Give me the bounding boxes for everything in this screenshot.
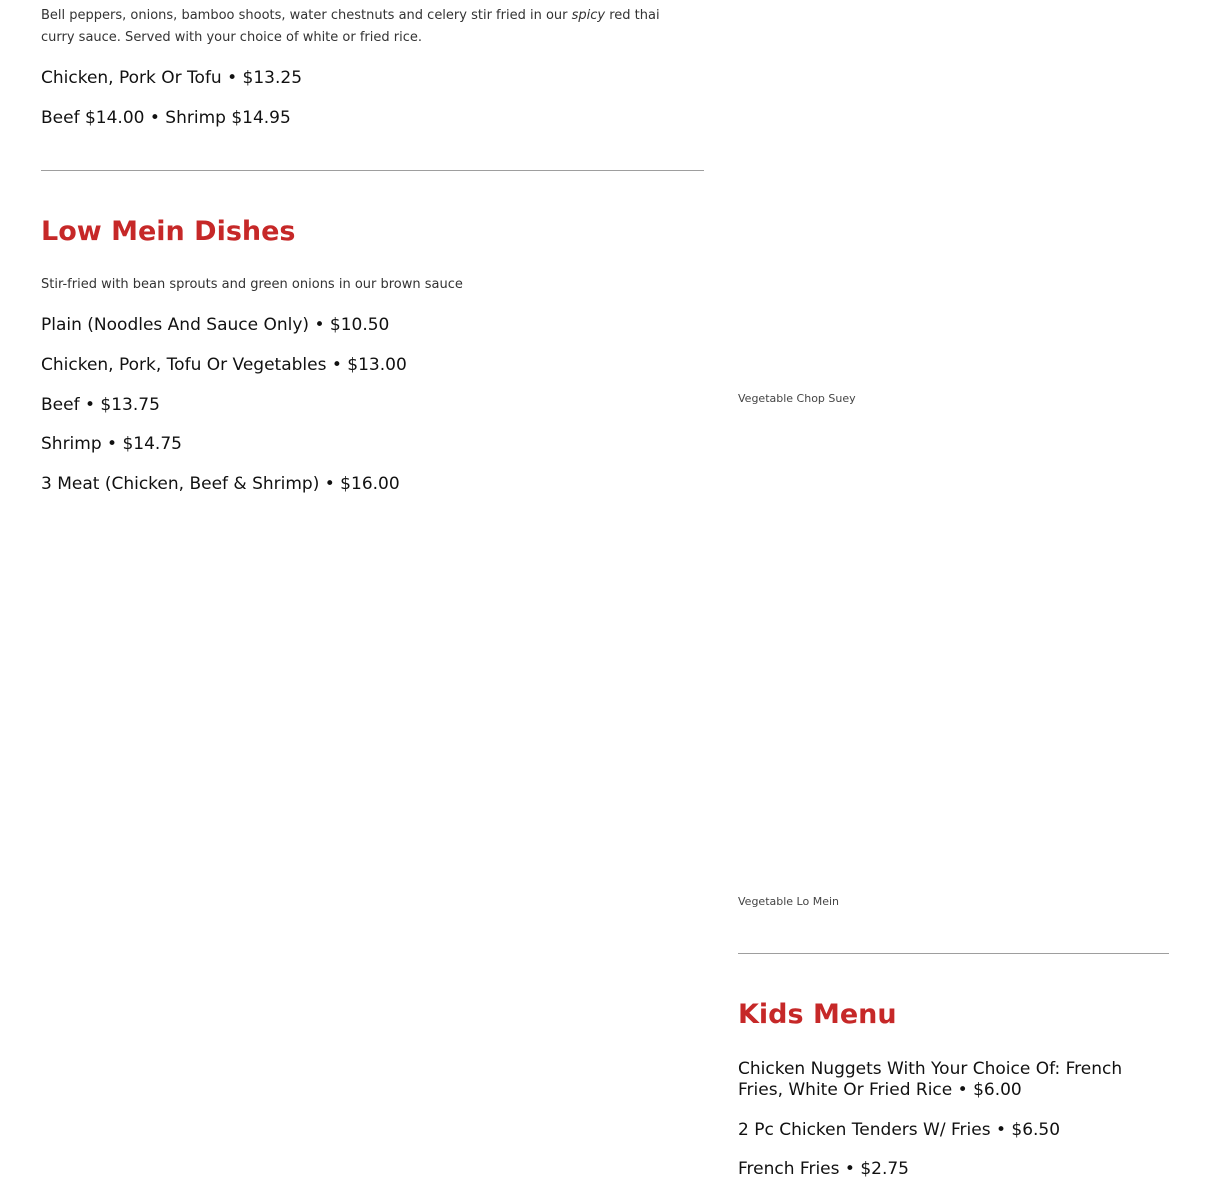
low-mein-description: Stir-fried with bean sprouts and green onions in our brown sauce: [41, 277, 463, 292]
red-curry-description: [41, 5, 681, 49]
low-mein-item-beef: Beef • $13.75: [41, 395, 160, 415]
photo-caption-lo-mein: Vegetable Lo Mein: [738, 895, 839, 908]
low-mein-item-chicken-pork-tofu-veg: Chicken, Pork, Tofu Or Vegetables • $13.00: [41, 355, 407, 375]
red-curry-item-beef-shrimp: Beef $14.00 • Shrimp $14.95: [41, 108, 291, 128]
kids-item-french-fries: French Fries • $2.75: [738, 1159, 909, 1179]
vegetable-chop-suey-photo: [738, 0, 1169, 385]
low-mein-item-plain: Plain (Noodles And Sauce Only) • $10.50: [41, 315, 390, 335]
section-title-kids-menu: Kids Menu: [738, 999, 897, 1030]
kids-item-chicken-nuggets: Chicken Nuggets With Your Choice Of: French Fries, White Or Fried Rice • $6.00: [738, 1059, 1123, 1100]
section-title-low-mein: Low Mein Dishes: [41, 216, 296, 247]
red-curry-item-chicken-pork-tofu: Chicken, Pork Or Tofu • $13.25: [41, 68, 303, 88]
red-curry-description-emphasis: spicy: [571, 8, 606, 23]
low-mein-item-three-meat: 3 Meat (Chicken, Beef & Shrimp) • $16.00: [41, 474, 400, 494]
photo-caption-chop-suey: Vegetable Chop Suey: [738, 392, 856, 405]
section-divider: [41, 170, 704, 171]
red-curry-description-start: Bell peppers, onions, bamboo shoots, water chestnuts and celery stir fried in our: [41, 8, 572, 23]
section-divider: [738, 953, 1169, 954]
low-mein-item-shrimp: Shrimp • $14.75: [41, 434, 182, 454]
vegetable-lo-mein-photo: [738, 420, 1169, 888]
kids-item-chicken-tenders: 2 Pc Chicken Tenders W/ Fries • $6.50: [738, 1120, 1061, 1140]
red-curry-description-end: red thai curry sauce. Served with your choice of white or fried rice.: [41, 8, 660, 45]
